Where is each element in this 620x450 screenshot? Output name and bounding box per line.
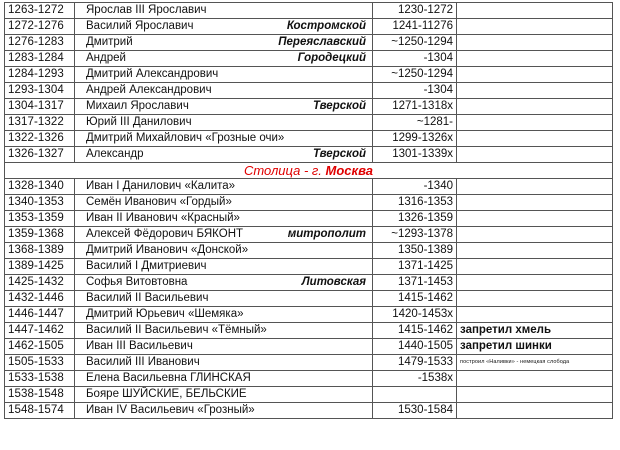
table-row xyxy=(5,355,613,371)
reign-years-cell: 1328-1340 xyxy=(5,179,75,195)
note-cell xyxy=(457,3,613,19)
ruler-name: Семён Иванович «Гордый» xyxy=(86,196,232,208)
note-cell xyxy=(457,259,613,275)
ruler-name: Василий III Иванович xyxy=(86,356,200,368)
ruler-title-tag: Тверской xyxy=(313,148,366,160)
note-cell xyxy=(457,147,613,163)
rulers-table-body xyxy=(5,3,613,419)
ruler-name-cell xyxy=(75,403,373,419)
note-cell xyxy=(457,99,613,115)
life-years-cell: 1350-1389 xyxy=(373,243,457,259)
note-cell xyxy=(457,19,613,35)
life-years-cell: -1304 xyxy=(373,83,457,99)
ruler-name-cell xyxy=(75,99,373,115)
ruler-name-cell xyxy=(75,307,373,323)
note-cell xyxy=(457,67,613,83)
reign-years-cell: 1432-1446 xyxy=(5,291,75,307)
table-row xyxy=(5,83,613,99)
ruler-name: Дмитрий Александрович xyxy=(86,68,219,80)
ruler-name: Иван III Васильевич xyxy=(86,340,193,352)
ruler-title-tag: Литовская xyxy=(301,276,366,288)
ruler-name: Василий II Васильевич xyxy=(86,292,209,304)
reign-years-cell: 1353-1359 xyxy=(5,211,75,227)
life-years-cell: -1340 xyxy=(373,179,457,195)
table-row xyxy=(5,307,613,323)
life-years-cell: 1299-1326х xyxy=(373,131,457,147)
life-years-cell xyxy=(373,387,457,403)
table-row xyxy=(5,115,613,131)
ruler-name-cell xyxy=(75,323,373,339)
reign-years-cell: 1304-1317 xyxy=(5,99,75,115)
ruler-name-cell xyxy=(75,291,373,307)
life-years-cell: 1326-1359 xyxy=(373,211,457,227)
note-cell xyxy=(457,211,613,227)
table-row xyxy=(5,227,613,243)
ruler-name-cell xyxy=(75,67,373,83)
reign-years-cell: 1359-1368 xyxy=(5,227,75,243)
table-row xyxy=(5,259,613,275)
ruler-name: Иван IV Васильевич «Грозный» xyxy=(86,404,255,416)
table-row xyxy=(5,179,613,195)
table-row xyxy=(5,323,613,339)
ruler-name-cell xyxy=(75,3,373,19)
table-row xyxy=(5,3,613,19)
note-cell: запретил шинки xyxy=(457,339,613,355)
life-years-cell: 1241-11276 xyxy=(373,19,457,35)
ruler-name: Бояре ШУЙСКИЕ, БЕЛЬСКИЕ xyxy=(86,388,247,400)
life-years-cell: -1304 xyxy=(373,51,457,67)
note-cell xyxy=(457,387,613,403)
capital-city: Москва xyxy=(325,163,374,178)
ruler-name: Иван II Иванович «Красный» xyxy=(86,212,240,224)
table-row xyxy=(5,403,613,419)
life-years-cell: 1271-1318х xyxy=(373,99,457,115)
ruler-name-cell xyxy=(75,35,373,51)
note-cell xyxy=(457,35,613,51)
table-row xyxy=(5,51,613,67)
life-years-cell: 1316-1353 xyxy=(373,195,457,211)
note-cell xyxy=(457,195,613,211)
reign-years-cell: 1548-1574 xyxy=(5,403,75,419)
ruler-name: Василий II Васильевич «Тёмный» xyxy=(86,324,267,336)
life-years-cell: ~1281- xyxy=(373,115,457,131)
reign-years-cell: 1263-1272 xyxy=(5,3,75,19)
reign-years-cell: 1272-1276 xyxy=(5,19,75,35)
reign-years-cell: 1368-1389 xyxy=(5,243,75,259)
life-years-cell: 1301-1339х xyxy=(373,147,457,163)
table-row xyxy=(5,99,613,115)
ruler-name: Дмитрий Юрьевич «Шемяка» xyxy=(86,308,244,320)
ruler-name-cell xyxy=(75,371,373,387)
reign-years-cell: 1293-1304 xyxy=(5,83,75,99)
table-row xyxy=(5,275,613,291)
note-cell xyxy=(457,51,613,67)
reign-years-cell: 1505-1533 xyxy=(5,355,75,371)
note-cell xyxy=(457,227,613,243)
table-row xyxy=(5,147,613,163)
life-years-cell: 1479-1533 xyxy=(373,355,457,371)
life-years-cell: 1530-1584 xyxy=(373,403,457,419)
ruler-title-tag: митрополит xyxy=(287,228,366,240)
rulers-table xyxy=(4,2,613,419)
reign-years-cell: 1447-1462 xyxy=(5,323,75,339)
note-cell xyxy=(457,275,613,291)
table-row xyxy=(5,35,613,51)
reign-years-cell: 1276-1283 xyxy=(5,35,75,51)
note-cell xyxy=(457,371,613,387)
table-row xyxy=(5,131,613,147)
life-years-cell: 1420-1453х xyxy=(373,307,457,323)
table-row xyxy=(5,291,613,307)
table-row xyxy=(5,339,613,355)
capital-divider-row xyxy=(5,163,613,179)
ruler-name: Андрей Александрович xyxy=(86,84,212,96)
ruler-name: Василий I Дмитриевич xyxy=(86,260,207,272)
ruler-name: Ярослав III Ярославич xyxy=(86,4,207,16)
life-years-cell: 1415-1462 xyxy=(373,323,457,339)
ruler-name-cell xyxy=(75,83,373,99)
ruler-name: Михаил Ярославич xyxy=(86,100,189,112)
ruler-title-tag: Переяславский xyxy=(278,36,366,48)
note-cell xyxy=(457,115,613,131)
table-row xyxy=(5,195,613,211)
ruler-title-tag: Городецкий xyxy=(297,52,366,64)
note-cell xyxy=(457,179,613,195)
ruler-name: Дмитрий Михайлович «Грозные очи» xyxy=(86,132,285,144)
capital-prefix: Столица - г. xyxy=(243,163,326,178)
life-years-cell: 1440-1505 xyxy=(373,339,457,355)
ruler-name-cell xyxy=(75,19,373,35)
ruler-name: Алексей Фёдорович БЯКОНТ xyxy=(86,228,244,240)
note-cell xyxy=(457,307,613,323)
reign-years-cell: 1340-1353 xyxy=(5,195,75,211)
ruler-name-cell xyxy=(75,51,373,67)
reign-years-cell: 1317-1322 xyxy=(5,115,75,131)
ruler-name-cell xyxy=(75,355,373,371)
ruler-name-cell xyxy=(75,211,373,227)
ruler-name-cell xyxy=(75,339,373,355)
life-years-cell: ~1250-1294 xyxy=(373,35,457,51)
table-row xyxy=(5,387,613,403)
note-cell: запретил хмель xyxy=(457,323,613,339)
note-cell xyxy=(457,83,613,99)
table-row xyxy=(5,243,613,259)
life-years-cell: ~1293-1378 xyxy=(373,227,457,243)
ruler-name: Софья Витовтовна xyxy=(86,276,188,288)
reign-years-cell: 1446-1447 xyxy=(5,307,75,323)
ruler-name-cell xyxy=(75,147,373,163)
table-row xyxy=(5,67,613,83)
ruler-name: Иван I Данилович «Калита» xyxy=(86,180,236,192)
ruler-name: Дмитрий xyxy=(86,36,133,48)
ruler-name-cell xyxy=(75,259,373,275)
ruler-name-cell xyxy=(75,131,373,147)
note-cell xyxy=(457,131,613,147)
ruler-name: Елена Васильевна ГЛИНСКАЯ xyxy=(86,372,251,384)
ruler-title-tag: Тверской xyxy=(313,100,366,112)
note-cell: построил «Наливки» - немецкая слобода xyxy=(457,355,613,371)
reign-years-cell: 1425-1432 xyxy=(5,275,75,291)
ruler-name-cell xyxy=(75,115,373,131)
ruler-name: Юрий III Данилович xyxy=(86,116,192,128)
life-years-cell: -1538х xyxy=(373,371,457,387)
table-row xyxy=(5,371,613,387)
note-cell xyxy=(457,291,613,307)
reign-years-cell: 1462-1505 xyxy=(5,339,75,355)
ruler-name: Александр xyxy=(86,148,144,160)
note-cell xyxy=(457,403,613,419)
ruler-name: Василий Ярославич xyxy=(86,20,194,32)
ruler-name-cell xyxy=(75,179,373,195)
life-years-cell: 1415-1462 xyxy=(373,291,457,307)
reign-years-cell: 1284-1293 xyxy=(5,67,75,83)
table-row xyxy=(5,19,613,35)
reign-years-cell: 1322-1326 xyxy=(5,131,75,147)
ruler-name: Дмитрий Иванович «Донской» xyxy=(86,244,249,256)
ruler-name-cell xyxy=(75,195,373,211)
life-years-cell: 1371-1453 xyxy=(373,275,457,291)
reign-years-cell: 1389-1425 xyxy=(5,259,75,275)
note-cell xyxy=(457,243,613,259)
ruler-name-cell xyxy=(75,275,373,291)
life-years-cell: ~1250-1294 xyxy=(373,67,457,83)
life-years-cell: 1371-1425 xyxy=(373,259,457,275)
reign-years-cell: 1538-1548 xyxy=(5,387,75,403)
reign-years-cell: 1533-1538 xyxy=(5,371,75,387)
ruler-name: Андрей xyxy=(86,52,126,64)
table-row xyxy=(5,211,613,227)
reign-years-cell: 1326-1327 xyxy=(5,147,75,163)
capital-heading xyxy=(5,163,613,179)
ruler-name-cell xyxy=(75,243,373,259)
life-years-cell: 1230-1272 xyxy=(373,3,457,19)
reign-years-cell: 1283-1284 xyxy=(5,51,75,67)
ruler-name-cell xyxy=(75,227,373,243)
ruler-title-tag: Костромской xyxy=(286,20,366,32)
ruler-name-cell xyxy=(75,387,373,403)
